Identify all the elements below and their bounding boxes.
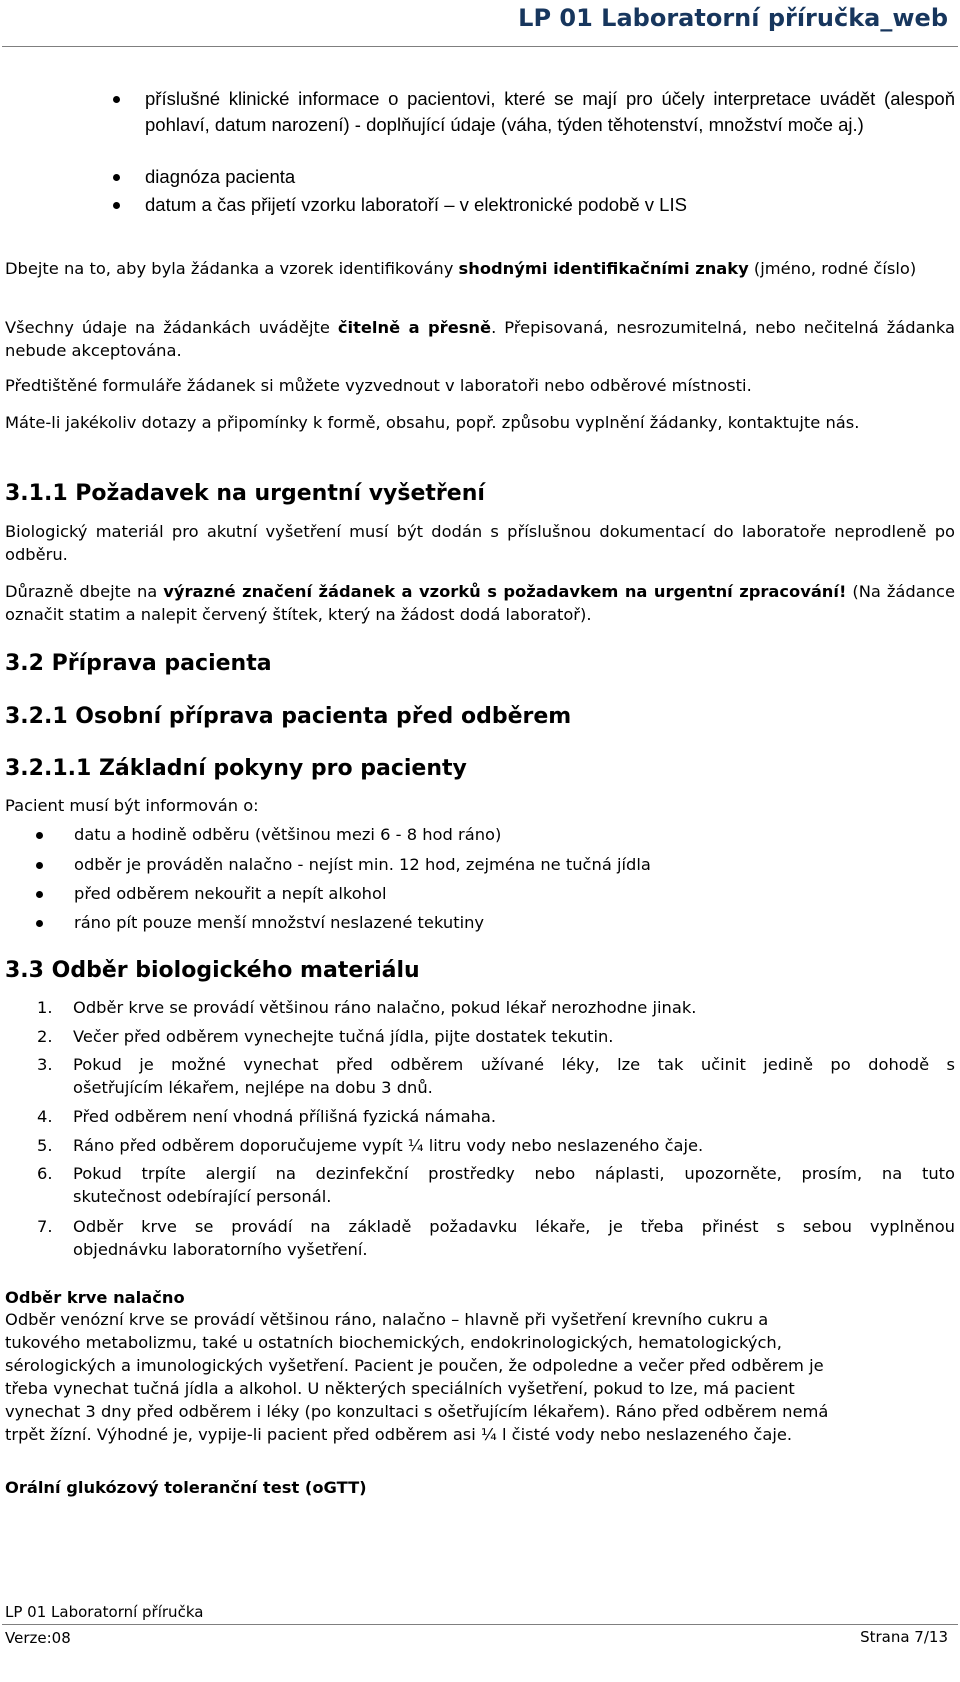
bullet-icon [36,862,43,869]
heading-3-2-1: 3.2.1 Osobní příprava pacienta před odběrem [5,704,572,729]
legibility-paragraph [5,316,955,362]
item-line: skutečnost odebírající personál. [73,1187,332,1206]
heading-3-1-1: 3.1.1 Požadavek na urgentní vyšetření [5,481,485,506]
footer-page-number: Strana 7/13 [860,1628,948,1646]
footer-version: Verze:08 [5,1629,71,1647]
paragraph-line: trpět žízní. Výhodné je, vypije-li pacient před odběrem asi ¼ l čisté vody nebo neslazeného čaje. [5,1425,793,1444]
bullet-icon [113,202,120,209]
bullet-icon [113,96,120,103]
paragraph-line: sérologických a imunologických vyšetření. Pacient je poučen, že odpoledne a večer před odběrem je [5,1356,824,1375]
bullet-icon [36,920,43,927]
footer-document-name: LP 01 Laboratorní příručka [5,1603,204,1621]
item-number: 6. [37,1164,53,1183]
bullet-text: ráno pít pouze menší množství neslazené tekutiny [74,913,485,932]
intro-text: Pacient musí být informován o: [5,796,259,815]
item-number: 4. [37,1107,53,1126]
header-title: LP 01 Laboratorní příručka_web [518,4,948,32]
item-number: 7. [37,1217,53,1236]
item-line: objednávku laboratorního vyšetření. [73,1240,368,1259]
urgent-paragraph-2 [5,580,955,626]
item-number: 5. [37,1136,53,1155]
bullet-text: datum a čas přijetí vzorku laboratoří – v elektronické podobě v LIS [145,194,687,215]
heading-3-2: 3.2 Příprava pacienta [5,651,272,676]
urgent-paragraph-1: Biologický materiál pro akutní vyšetření musí být dodán s příslušnou dokumentací do laboratoře neprodleně po odběru. [5,522,955,564]
text: . Přepisovaná, nesrozumitelná, nebo nečitelná žádanka nebude akceptována. [5,318,955,360]
fasting-paragraph [5,1308,955,1446]
item-number: 2. [37,1027,53,1046]
text: (Na žádance označit statim a nalepit červený štítek, který na žádost dodá laboratoř). [5,582,956,624]
bullet-text: diagnóza pacienta [145,166,296,187]
item-line: Pokud trpíte alergií na dezinfekční prostředky nebo náplasti, upozorněte, prosím, na tuto [73,1164,955,1183]
item-text: Večer před odběrem vynechejte tučná jídla, pijte dostatek tekutin. [73,1027,614,1046]
emphasis: shodnými identifikačními znaky [458,259,749,278]
text: (jméno, rodné číslo) [748,259,917,278]
paragraph-line: tukového metabolizmu, také u ostatních biochemických, endokrinologických, hematologických, [5,1333,782,1352]
text: Důrazně dbejte na [5,582,164,601]
heading-3-3: 3.3 Odběr biologického materiálu [5,958,420,983]
bullet-text: před odběrem nekouřit a nepít alkohol [74,884,387,903]
bullet-icon [36,832,43,839]
emphasis: čitelně a přesně [337,318,492,337]
text: Všechny údaje na žádankách uvádějte [5,318,338,337]
item-line: ošetřujícím lékařem, nejlépe na dobu 3 dnů. [73,1078,433,1097]
footer-rule [2,1624,958,1625]
item-line: Pokud je možné vynechat před odběrem užívané léky, lze tak učinit jedině po dohodě s [73,1055,955,1074]
paragraph-line: Odběr venózní krve se provádí většinou ráno, nalačno – hlavně při vyšetření krevního cukru a [5,1310,769,1329]
item-text: Odběr krve se provádí většinou ráno nalačno, pokud lékař nerozhodne jinak. [73,998,697,1017]
paragraph-line: třeba vynechat tučná jídla a alkohol. U některých speciálních vyšetření, pokud to lze, má pacient [5,1379,795,1398]
item-number: 1. [37,998,53,1017]
identification-paragraph [5,257,955,280]
questions-paragraph: Máte-li jakékoliv dotazy a připomínky k formě, obsahu, popř. způsobu vyplnění žádanky, kontaktujte nás. [5,413,860,432]
bullet-icon [36,891,43,898]
bullet-text: příslušné klinické informace o pacientovi, které se mají pro účely interpretace uvádět (alespoň pohlaví, datum narození) - doplňující údaje (váha, týden těhotenství, množství moče aj.) [145,88,955,135]
fasting-heading: Odběr krve nalačno [5,1288,185,1307]
item-text [73,1162,955,1208]
heading-3-2-1-1: 3.2.1.1 Základní pokyny pro pacienty [5,756,467,781]
bullet-icon [113,174,120,181]
item-text: Před odběrem není vhodná přílišná fyzická námaha. [73,1107,497,1126]
item-number: 3. [37,1055,53,1074]
printed-forms-paragraph: Předtištěné formuláře žádanek si můžete vyzvednout v laboratoři nebo odběrové místnosti. [5,376,752,395]
item-text [73,1053,955,1099]
header-rule [2,46,958,47]
bullet-text: odběr je prováděn nalačno - nejíst min. 12 hod, zejména ne tučná jídla [74,855,651,874]
item-text [73,1215,955,1261]
item-text: Ráno před odběrem doporučujeme vypít ¼ litru vody nebo neslazeného čaje. [73,1136,704,1155]
item-line: Odběr krve se provádí na základě požadavku lékaře, je třeba přinést s sebou vyplněnou [73,1217,955,1236]
bullet-text: datu a hodině odběru (většinou mezi 6 - 8 hod ráno) [74,825,502,844]
ogtt-heading: Orální glukózový toleranční test (oGTT) [5,1478,367,1497]
paragraph-line: vynechat 3 dny před odběrem i léky (po konzultaci s ošetřujícím lékařem). Ráno před odběrem nemá [5,1402,829,1421]
text: Dbejte na to, aby byla žádanka a vzorek identifikovány [5,259,459,278]
emphasis: výrazné značení žádanek a vzorků s požadavkem na urgentní zpracování! [163,582,847,601]
